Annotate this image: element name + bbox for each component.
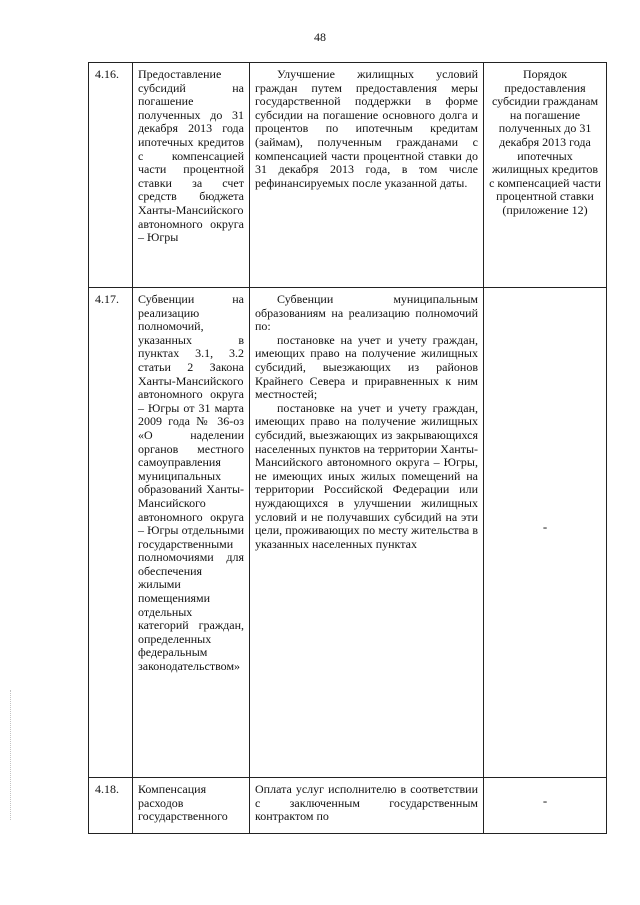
- page-number: 48: [314, 30, 326, 44]
- content-paragraph: Субвенции муниципальным образованиям на реализацию полномочий по:: [255, 292, 478, 334]
- implementation-order: [484, 778, 607, 834]
- measure-name: Компенсация расходов государственного: [133, 778, 250, 834]
- measure-content: [250, 63, 484, 288]
- scan-edge-mark: [10, 690, 12, 820]
- table-row: [89, 778, 607, 834]
- measure-name: Субвенции на реализацию полномочий, указанных в пунктах 3.1, 3.2 статьи 2 Закона Ханты-Мансийского автономного округа – Югры от 31 марта 2009 года № 36-оз «О наделении органов местного самоуправления муниципальных образований Ханты-Мансийского автономного округа – Югры отдельными государственными полномочиями для обеспечения жилыми помещениями отдельных категорий граждан, определенных федеральным законодательством»: [133, 288, 250, 778]
- measure-name: Предоставление субсидий на погашение полученных до 31 декабря 2013 года ипотечных кредитов с компенсацией части процентной ставки за счет средств бюджета Ханты-Мансийского автономного округа – Югры: [133, 63, 250, 288]
- content-paragraph: постановке на учет и учету граждан, имеющих право на получение жилищных субсидий, выезжающих из районов Крайнего Севера и приравненных к ним местностей;: [255, 332, 478, 402]
- measures-table: [88, 62, 607, 834]
- row-number: 4.17.: [89, 288, 133, 778]
- measure-content: [250, 778, 484, 834]
- row-number: 4.16.: [89, 63, 133, 288]
- dash-placeholder: -: [542, 793, 548, 808]
- row-number: 4.18.: [89, 778, 133, 834]
- implementation-order: [484, 288, 607, 778]
- content-paragraph: постановке на учет и учету граждан, имеющих право на получение жилищных субсидий, выезжающих из закрывающихся населенных пунктов на территории Ханты-Мансийского автономного округа – Югры, не имеющих иных жилых помещений на территории Российской Федерации или нуждающихся в улучшении жилищных условий и не получавших субсидий на эти цели, проживающих по месту жительства в указанных населенных пунктах: [255, 400, 478, 551]
- table-row: [89, 63, 607, 288]
- table-row: [89, 288, 607, 778]
- dash-placeholder: -: [542, 519, 548, 534]
- content-paragraph: Улучшение жилищных условий граждан путем предоставления меры государственной поддержки в форме субсидии на погашение основного долга и процентов по ипотечным кредитам (займам), полученным гражданами с компенсацией части процентной ставки до 31 декабря 2013 года, в том числе рефинансируемых после указанной даты.: [255, 67, 478, 190]
- implementation-order: Порядок предоставления субсидии гражданам на погашение полученных до 31 декабря 2013 года ипотечных жилищных кредитов с компенсацией части процентной ставки (приложение 12): [484, 63, 607, 288]
- content-paragraph: Оплата услуг исполнителю в соответствии с заключенным государственным контрактом по: [255, 782, 478, 824]
- measure-content: [250, 288, 484, 778]
